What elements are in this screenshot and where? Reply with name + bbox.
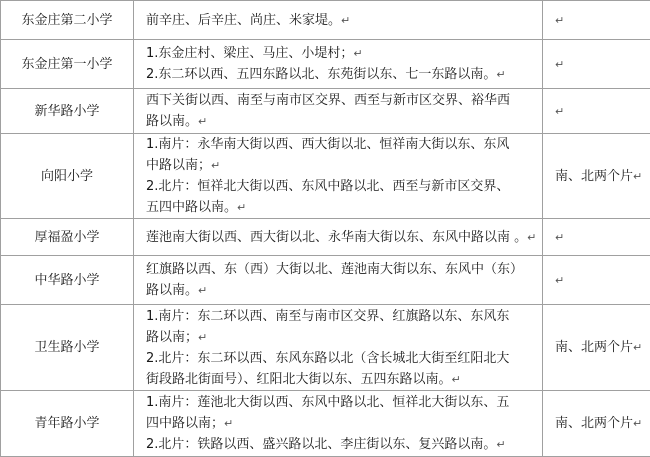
note-text: 南、北两个片 <box>555 340 633 355</box>
school-name-cell: 向阳小学 <box>1 134 134 219</box>
table-row <box>1 256 650 305</box>
paragraph-mark-icon: ↵ <box>211 159 220 172</box>
paragraph-mark-icon: ↵ <box>555 105 564 118</box>
district-range-cell <box>134 219 543 256</box>
paragraph-mark-icon: ↵ <box>198 331 207 344</box>
note-cell <box>543 305 650 391</box>
school-name-cell: 青年路小学 <box>1 391 134 457</box>
note-cell <box>543 219 650 256</box>
table-body <box>1 1 650 457</box>
district-range-line: 红旗路以西、东（西）大街以北、莲池南大街以东、东风中（东） <box>146 259 538 280</box>
district-range-line: 街段路北街面号）、红阳北大街以东、五四东路以南。↵ <box>146 369 538 390</box>
paragraph-mark-icon: ↵ <box>224 417 233 430</box>
paragraph-mark-icon: ↵ <box>341 14 350 27</box>
paragraph-mark-icon: ↵ <box>198 115 207 128</box>
school-name-cell: 东金庄第一小学 <box>1 40 134 89</box>
note-cell <box>543 391 650 457</box>
district-range-line: 莲池南大街以西、西大街以北、永华南大街以东、东风中路以南 。↵ <box>146 227 538 248</box>
paragraph-mark-icon: ↵ <box>496 438 505 451</box>
district-range-line: 1.南片：莲池北大街以西、东风中路以北、恒祥北大街以东、五 <box>146 392 538 413</box>
paragraph-mark-icon: ↵ <box>555 14 564 27</box>
note-text: 南、北两个片 <box>555 416 633 431</box>
note-cell <box>543 40 650 89</box>
district-range-line: 2.北片：恒祥北大街以西、东风中路以北、西至与新市区交界、 <box>146 176 538 197</box>
table-row <box>1 89 650 134</box>
district-range-line: 路以南。↵ <box>146 280 538 301</box>
paragraph-mark-icon: ↵ <box>555 274 564 287</box>
district-range-line: 西下关街以西、南至与南市区交界、西至与新市区交界、裕华西 <box>146 90 538 111</box>
district-range-cell <box>134 256 543 305</box>
paragraph-mark-icon: ↵ <box>555 58 564 71</box>
paragraph-mark-icon: ↵ <box>633 170 642 183</box>
table-row <box>1 1 650 40</box>
paragraph-mark-icon: ↵ <box>198 284 207 297</box>
paragraph-mark-icon: ↵ <box>527 231 536 244</box>
paragraph-mark-icon: ↵ <box>496 68 505 81</box>
district-range-cell <box>134 1 543 40</box>
paragraph-mark-icon: ↵ <box>633 417 642 430</box>
paragraph-mark-icon: ↵ <box>353 47 362 60</box>
paragraph-mark-icon: ↵ <box>633 341 642 354</box>
district-range-line: 1.东金庄村、梁庄、马庄、小堤村；↵ <box>146 43 538 64</box>
table-row <box>1 305 650 391</box>
district-range-line: 2.东二环以西、五四东路以北、东苑街以东、七一东路以南。↵ <box>146 64 538 85</box>
paragraph-mark-icon: ↵ <box>237 201 246 214</box>
paragraph-mark-icon: ↵ <box>555 231 564 244</box>
note-text: 南、北两个片 <box>555 169 633 184</box>
district-range-cell <box>134 305 543 391</box>
district-range-cell <box>134 391 543 457</box>
note-cell <box>543 89 650 134</box>
district-range-line: 四中路以南；↵ <box>146 413 538 434</box>
table-row <box>1 134 650 219</box>
school-name-cell: 新华路小学 <box>1 89 134 134</box>
school-name-cell: 厚福盈小学 <box>1 219 134 256</box>
district-range-line: 路以南。↵ <box>146 111 538 132</box>
district-range-line: 前辛庄、后辛庄、尚庄、米家堤。↵ <box>146 10 538 31</box>
note-cell <box>543 256 650 305</box>
school-name-cell: 中华路小学 <box>1 256 134 305</box>
district-range-cell <box>134 134 543 219</box>
district-range-line: 2.北片：铁路以西、盛兴路以北、李庄街以东、复兴路以南。↵ <box>146 434 538 455</box>
district-range-line: 五四中路以南。↵ <box>146 197 538 218</box>
district-range-line: 1.南片：永华南大街以西、西大街以北、恒祥南大街以东、东风 <box>146 134 538 155</box>
district-range-line: 中路以南；↵ <box>146 155 538 176</box>
school-name-cell: 东金庄第二小学 <box>1 1 134 40</box>
district-range-cell <box>134 40 543 89</box>
note-cell <box>543 134 650 219</box>
paragraph-mark-icon: ↵ <box>452 373 461 386</box>
district-range-line: 1.南片：东二环以西、南至与南市区交界、红旗路以东、东风东 <box>146 306 538 327</box>
school-name-cell: 卫生路小学 <box>1 305 134 391</box>
table-row <box>1 391 650 457</box>
district-range-line: 路以南；↵ <box>146 327 538 348</box>
note-cell <box>543 1 650 40</box>
table-row <box>1 219 650 256</box>
district-range-cell <box>134 89 543 134</box>
table-row <box>1 40 650 89</box>
district-range-line: 2.北片：东二环以西、东风东路以北（含长城北大街至红阳北大 <box>146 348 538 369</box>
